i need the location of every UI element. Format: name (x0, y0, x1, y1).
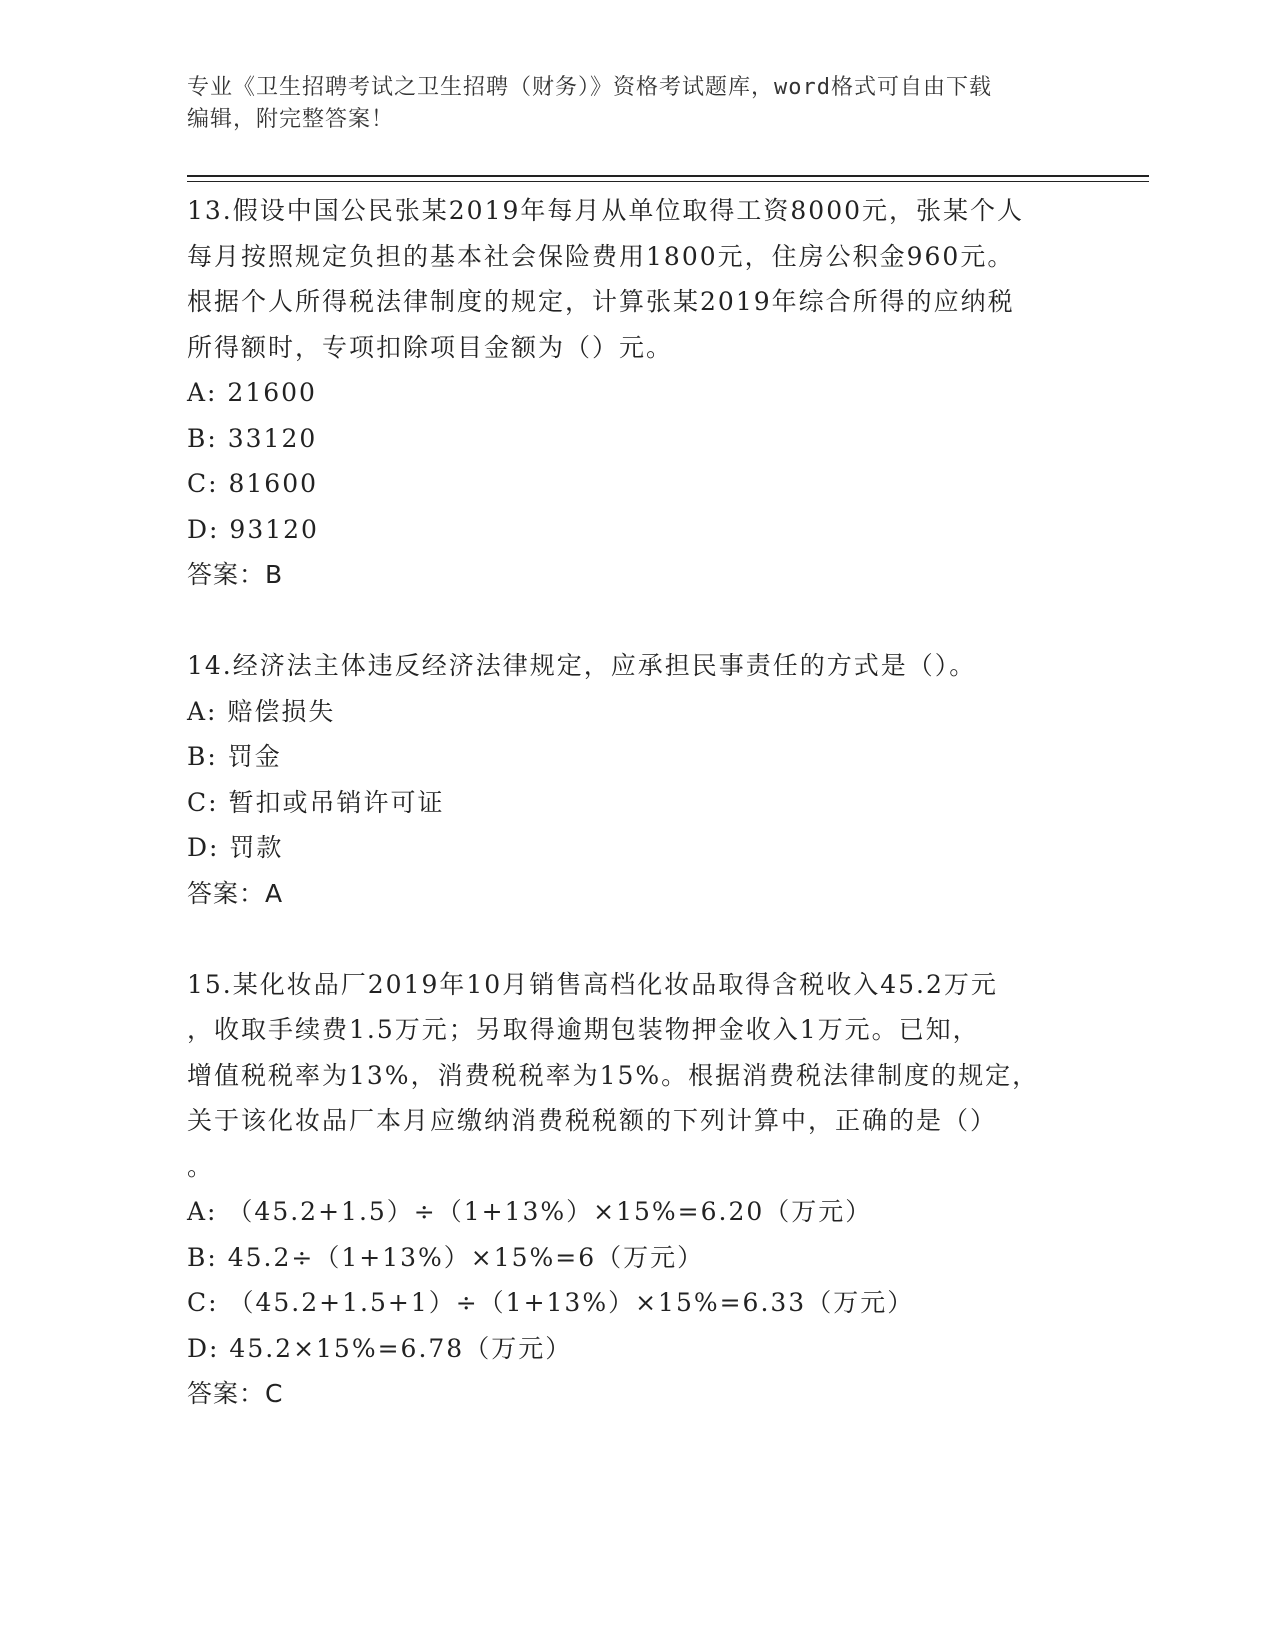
answer-label: 答案：C (187, 1379, 284, 1408)
option-a: A: 21600 (187, 378, 317, 407)
question-stem-line: 根据个人所得税法律制度的规定，计算张某2019年综合所得的应纳税 (187, 287, 1015, 316)
option-d: D: 罚款 (187, 833, 284, 862)
question-stem-line: 。 (187, 1151, 215, 1181)
option-d: D: 93120 (187, 514, 319, 544)
question-stem-line: 所得额时，专项扣除项目金额为（）元。 (187, 332, 674, 362)
document-header (187, 72, 1087, 136)
question-14 (187, 643, 1087, 916)
question-stem-line: 关于该化妆品厂本月应缴纳消费税税额的下列计算中，正确的是（） (187, 1106, 998, 1135)
question-stem-line: 每月按照规定负担的基本社会保险费用1800元，住房公积金960元。 (187, 241, 1015, 271)
header-divider-thin (187, 181, 1149, 182)
question-stem-line: 15.某化妆品厂2019年10月销售高档化妆品取得含税收入45.2万元 (187, 969, 998, 999)
question-stem-line: ，收取手续费1.5万元；另取得逾期包装物押金收入1万元。已知， (187, 1015, 980, 1044)
answer-label: 答案：A (187, 878, 284, 908)
question-list (187, 188, 1087, 1417)
header-divider-thick (187, 175, 1149, 177)
question-stem-line: 增值税税率为13%，消费税税率为15%。根据消费税法律制度的规定， (187, 1060, 1040, 1090)
option-a: A: （45.2+1.5）÷（1+13%）×15%=6.20（万元） (187, 1197, 873, 1226)
option-b: B: 罚金 (187, 742, 282, 771)
option-c: C: 81600 (187, 469, 319, 498)
answer-label: 答案：B (187, 560, 284, 589)
option-d: D: 45.2×15%=6.78（万元） (187, 1333, 573, 1363)
question-13 (187, 188, 1087, 598)
question-spacer (187, 916, 1087, 962)
question-stem-line: 14.经济法主体违反经济法律规定，应承担民事责任的方式是（）。 (187, 651, 977, 680)
question-spacer (187, 598, 1087, 644)
option-c: C: 暂扣或吊销许可证 (187, 787, 445, 817)
option-b: B: 45.2÷（1+13%）×15%=6（万元） (187, 1242, 705, 1272)
question-15 (187, 962, 1087, 1417)
header-line-2: 编辑，附完整答案！ (187, 107, 395, 132)
option-a: A: 赔偿损失 (187, 696, 336, 726)
question-stem-line: 13.假设中国公民张某2019年每月从单位取得工资8000元，张某个人 (187, 196, 1025, 225)
header-line-1: 专业《卫生招聘考试之卫生招聘（财务）》资格考试题库，word格式可自由下载 (187, 75, 992, 100)
option-c: C: （45.2+1.5+1）÷（1+13%）×15%=6.33（万元） (187, 1288, 915, 1317)
option-b: B: 33120 (187, 423, 318, 453)
